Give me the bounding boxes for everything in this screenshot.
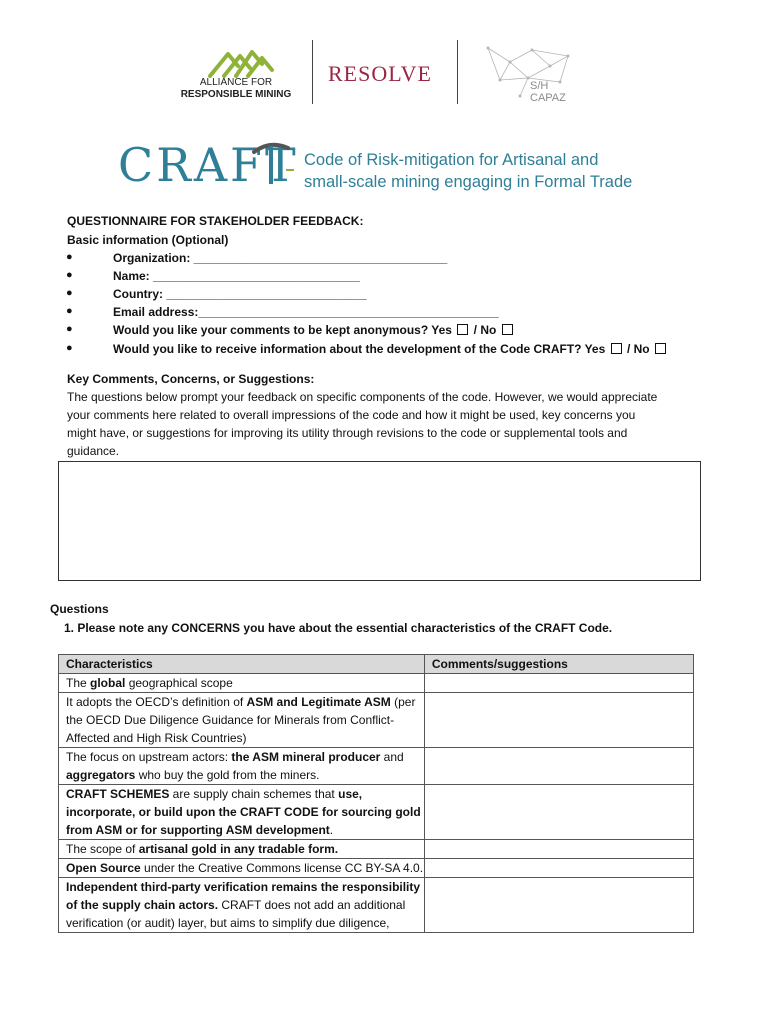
questionnaire-heading: QUESTIONNAIRE FOR STAKEHOLDER FEEDBACK:: [67, 214, 364, 228]
resolve-logo: RESOLVE: [328, 61, 432, 86]
questions-heading: Questions: [50, 602, 109, 616]
table-row: [59, 748, 694, 785]
bullet-icon: ●: [66, 269, 73, 281]
comment-cell[interactable]: [424, 748, 693, 785]
characteristic-cell: CRAFT SCHEMES are supply chain schemes that use, incorporate, or build upon the CRAFT CODE for sourcing gold from ASM or for supporting ASM development.: [59, 785, 425, 840]
info-yes-checkbox[interactable]: [611, 343, 622, 354]
characteristics-table: [58, 654, 694, 933]
capaz-logo-text: S/H CAPAZ: [530, 80, 566, 104]
bullet-icon: ●: [66, 251, 73, 263]
craft-logo: CRAFT: [118, 138, 299, 192]
table-row: [59, 859, 694, 878]
table-row: [59, 674, 694, 693]
comment-cell[interactable]: [424, 693, 693, 748]
characteristic-cell: Independent third-party verification remains the responsibility of the supply chain actors. CRAFT does not add an additional verification (or audit) layer, but aims to simplify due diligence,: [59, 878, 425, 933]
arm-logo-icon: [206, 40, 276, 78]
bullet-icon: ●: [66, 323, 73, 335]
table-row: [59, 693, 694, 748]
key-comments-textbox[interactable]: [58, 461, 701, 581]
comment-cell[interactable]: [424, 785, 693, 840]
characteristic-cell: Open Source under the Creative Commons license CC BY-SA 4.0.: [59, 859, 425, 878]
column-header-comments: Comments/suggestions: [424, 655, 693, 674]
anonymous-yes-checkbox[interactable]: [457, 324, 468, 335]
anonymous-no-checkbox[interactable]: [502, 324, 513, 335]
table-row: [59, 785, 694, 840]
info-no-checkbox[interactable]: [655, 343, 666, 354]
pickaxe-icon: [248, 140, 298, 190]
bullet-icon: ●: [66, 342, 73, 354]
name-field[interactable]: Name: _______________________________: [113, 269, 360, 283]
comment-cell[interactable]: [424, 840, 693, 859]
email-field[interactable]: Email address:_____________________________________________: [113, 305, 499, 319]
characteristic-cell: It adopts the OECD’s definition of ASM and Legitimate ASM (per the OECD Due Diligence Guidance for Minerals from Conflict- Affected and High Risk Countries): [59, 693, 425, 748]
characteristic-cell: The global geographical scope: [59, 674, 425, 693]
info-question: Would you like to receive information about the development of the Code CRAFT? Yes / No: [113, 340, 668, 358]
logo-divider: [457, 40, 458, 104]
table-row: [59, 840, 694, 859]
bullet-icon: ●: [66, 287, 73, 299]
anonymous-question: Would you like your comments to be kept anonymous? Yes / No: [113, 321, 515, 339]
comment-cell[interactable]: [424, 859, 693, 878]
table-row: [59, 878, 694, 933]
arm-logo-text: ALLIANCE FOR RESPONSIBLE MINING: [180, 77, 292, 100]
country-field[interactable]: Country: ______________________________: [113, 287, 367, 301]
comment-cell[interactable]: [424, 878, 693, 933]
question-1: 1. Please note any CONCERNS you have about the essential characteristics of the CRAFT Code.: [64, 621, 613, 635]
craft-title: Code of Risk-mitigation for Artisanal and small-scale mining engaging in Formal Trade: [304, 151, 633, 191]
key-comments-intro: The questions below prompt your feedback on specific components of the code. However, we would appreciate your comments here related to overall impressions of the code and how it might be used, key concerns you might have, or suggestions for improving its utility through revisions to the code or supplemental tools and guidance.: [67, 390, 658, 458]
key-comments-heading: Key Comments, Concerns, or Suggestions:: [67, 372, 315, 386]
table-header-row: [59, 655, 694, 674]
basic-info-label: Basic information (Optional): [67, 233, 229, 247]
organization-field[interactable]: Organization: ______________________________________: [113, 251, 448, 265]
characteristic-cell: The focus on upstream actors: the ASM mineral producer and aggregators who buy the gold from the miners.: [59, 748, 425, 785]
bullet-icon: ●: [66, 305, 73, 317]
characteristic-cell: The scope of artisanal gold in any tradable form.: [59, 840, 425, 859]
column-header-characteristics: Characteristics: [59, 655, 425, 674]
comment-cell[interactable]: [424, 674, 693, 693]
logo-divider: [312, 40, 313, 104]
